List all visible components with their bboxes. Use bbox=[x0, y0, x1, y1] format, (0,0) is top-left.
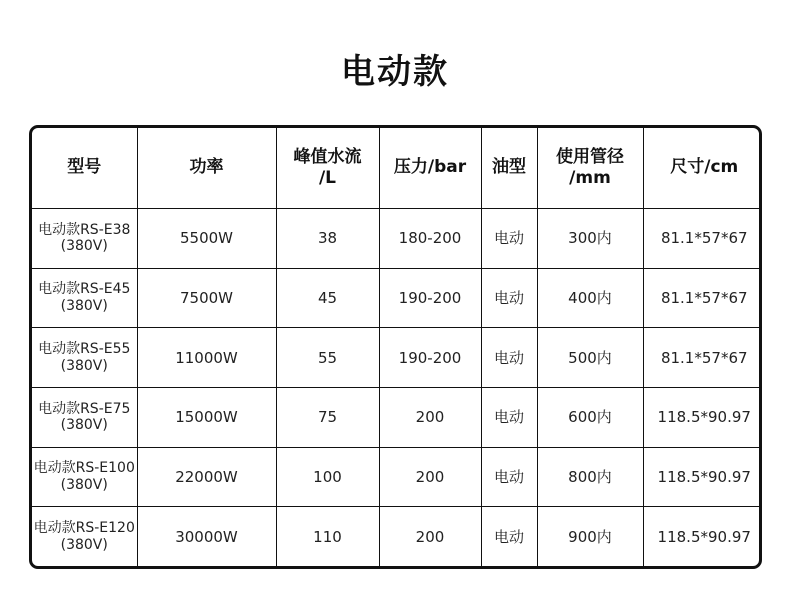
cell-model bbox=[32, 328, 137, 388]
model-voltage: (380V) bbox=[60, 297, 108, 314]
cell-power: 15000W bbox=[137, 387, 276, 447]
cell-pressure: 200 bbox=[379, 387, 481, 447]
page-title: 电动款 bbox=[341, 52, 449, 92]
cell-flow: 100 bbox=[276, 447, 379, 507]
model-voltage: (380V) bbox=[60, 536, 108, 553]
header-flow-line2: /L bbox=[318, 168, 337, 188]
model-name: 电动款RS-E45 bbox=[38, 281, 131, 298]
cell-oil-type: 电动 bbox=[481, 387, 537, 447]
header-oil-type: 油型 bbox=[481, 128, 537, 209]
cell-oil-type: 电动 bbox=[481, 507, 537, 566]
cell-model bbox=[32, 209, 137, 269]
cell-oil-type: 电动 bbox=[481, 447, 537, 507]
cell-oil-type: 电动 bbox=[481, 268, 537, 328]
header-pipe-line2: /mm bbox=[569, 168, 611, 188]
header-pipe bbox=[537, 128, 643, 209]
cell-size: 118.5*90.97 bbox=[643, 387, 762, 447]
cell-pressure: 190-200 bbox=[379, 328, 481, 388]
cell-pressure: 180-200 bbox=[379, 209, 481, 269]
table-row bbox=[32, 387, 762, 447]
cell-size: 118.5*90.97 bbox=[643, 507, 762, 566]
cell-pressure: 200 bbox=[379, 447, 481, 507]
header-flow bbox=[276, 128, 379, 209]
header-size: 尺寸/cm bbox=[643, 128, 762, 209]
cell-model bbox=[32, 447, 137, 507]
header-pressure: 压力/bar bbox=[379, 128, 481, 209]
cell-model bbox=[32, 268, 137, 328]
cell-pressure: 200 bbox=[379, 507, 481, 566]
cell-model bbox=[32, 507, 137, 566]
cell-pipe: 600内 bbox=[537, 387, 643, 447]
cell-pipe: 300内 bbox=[537, 209, 643, 269]
cell-pressure: 190-200 bbox=[379, 268, 481, 328]
header-row bbox=[32, 128, 762, 209]
cell-size: 118.5*90.97 bbox=[643, 447, 762, 507]
model-voltage: (380V) bbox=[60, 238, 108, 255]
table-row bbox=[32, 447, 762, 507]
cell-power: 7500W bbox=[137, 268, 276, 328]
header-power: 功率 bbox=[137, 128, 276, 209]
model-voltage: (380V) bbox=[60, 417, 108, 434]
table-row bbox=[32, 209, 762, 269]
cell-pipe: 500内 bbox=[537, 328, 643, 388]
model-voltage: (380V) bbox=[60, 357, 108, 374]
table-row bbox=[32, 507, 762, 566]
spec-table bbox=[32, 128, 762, 566]
model-name: 电动款RS-E100 bbox=[33, 460, 135, 477]
model-voltage: (380V) bbox=[60, 476, 108, 493]
header-pipe-line1: 使用管径 bbox=[556, 146, 624, 167]
cell-size: 81.1*57*67 bbox=[643, 209, 762, 269]
model-name: 电动款RS-E38 bbox=[38, 221, 131, 238]
cell-model bbox=[32, 387, 137, 447]
model-name: 电动款RS-E55 bbox=[38, 340, 131, 357]
cell-oil-type: 电动 bbox=[481, 328, 537, 388]
cell-flow: 38 bbox=[276, 209, 379, 269]
cell-pipe: 400内 bbox=[537, 268, 643, 328]
spec-table-frame bbox=[29, 125, 762, 569]
cell-flow: 75 bbox=[276, 387, 379, 447]
table-row bbox=[32, 328, 762, 388]
cell-flow: 45 bbox=[276, 268, 379, 328]
cell-pipe: 800内 bbox=[537, 447, 643, 507]
model-name: 电动款RS-E120 bbox=[33, 519, 135, 536]
table-row bbox=[32, 268, 762, 328]
cell-oil-type: 电动 bbox=[481, 209, 537, 269]
cell-flow: 55 bbox=[276, 328, 379, 388]
cell-power: 11000W bbox=[137, 328, 276, 388]
cell-size: 81.1*57*67 bbox=[643, 328, 762, 388]
cell-flow: 110 bbox=[276, 507, 379, 566]
cell-size: 81.1*57*67 bbox=[643, 268, 762, 328]
model-name: 电动款RS-E75 bbox=[38, 400, 131, 417]
header-model: 型号 bbox=[32, 128, 137, 209]
cell-power: 30000W bbox=[137, 507, 276, 566]
cell-power: 5500W bbox=[137, 209, 276, 269]
cell-power: 22000W bbox=[137, 447, 276, 507]
header-flow-line1: 峰值水流 bbox=[293, 146, 362, 167]
cell-pipe: 900内 bbox=[537, 507, 643, 566]
